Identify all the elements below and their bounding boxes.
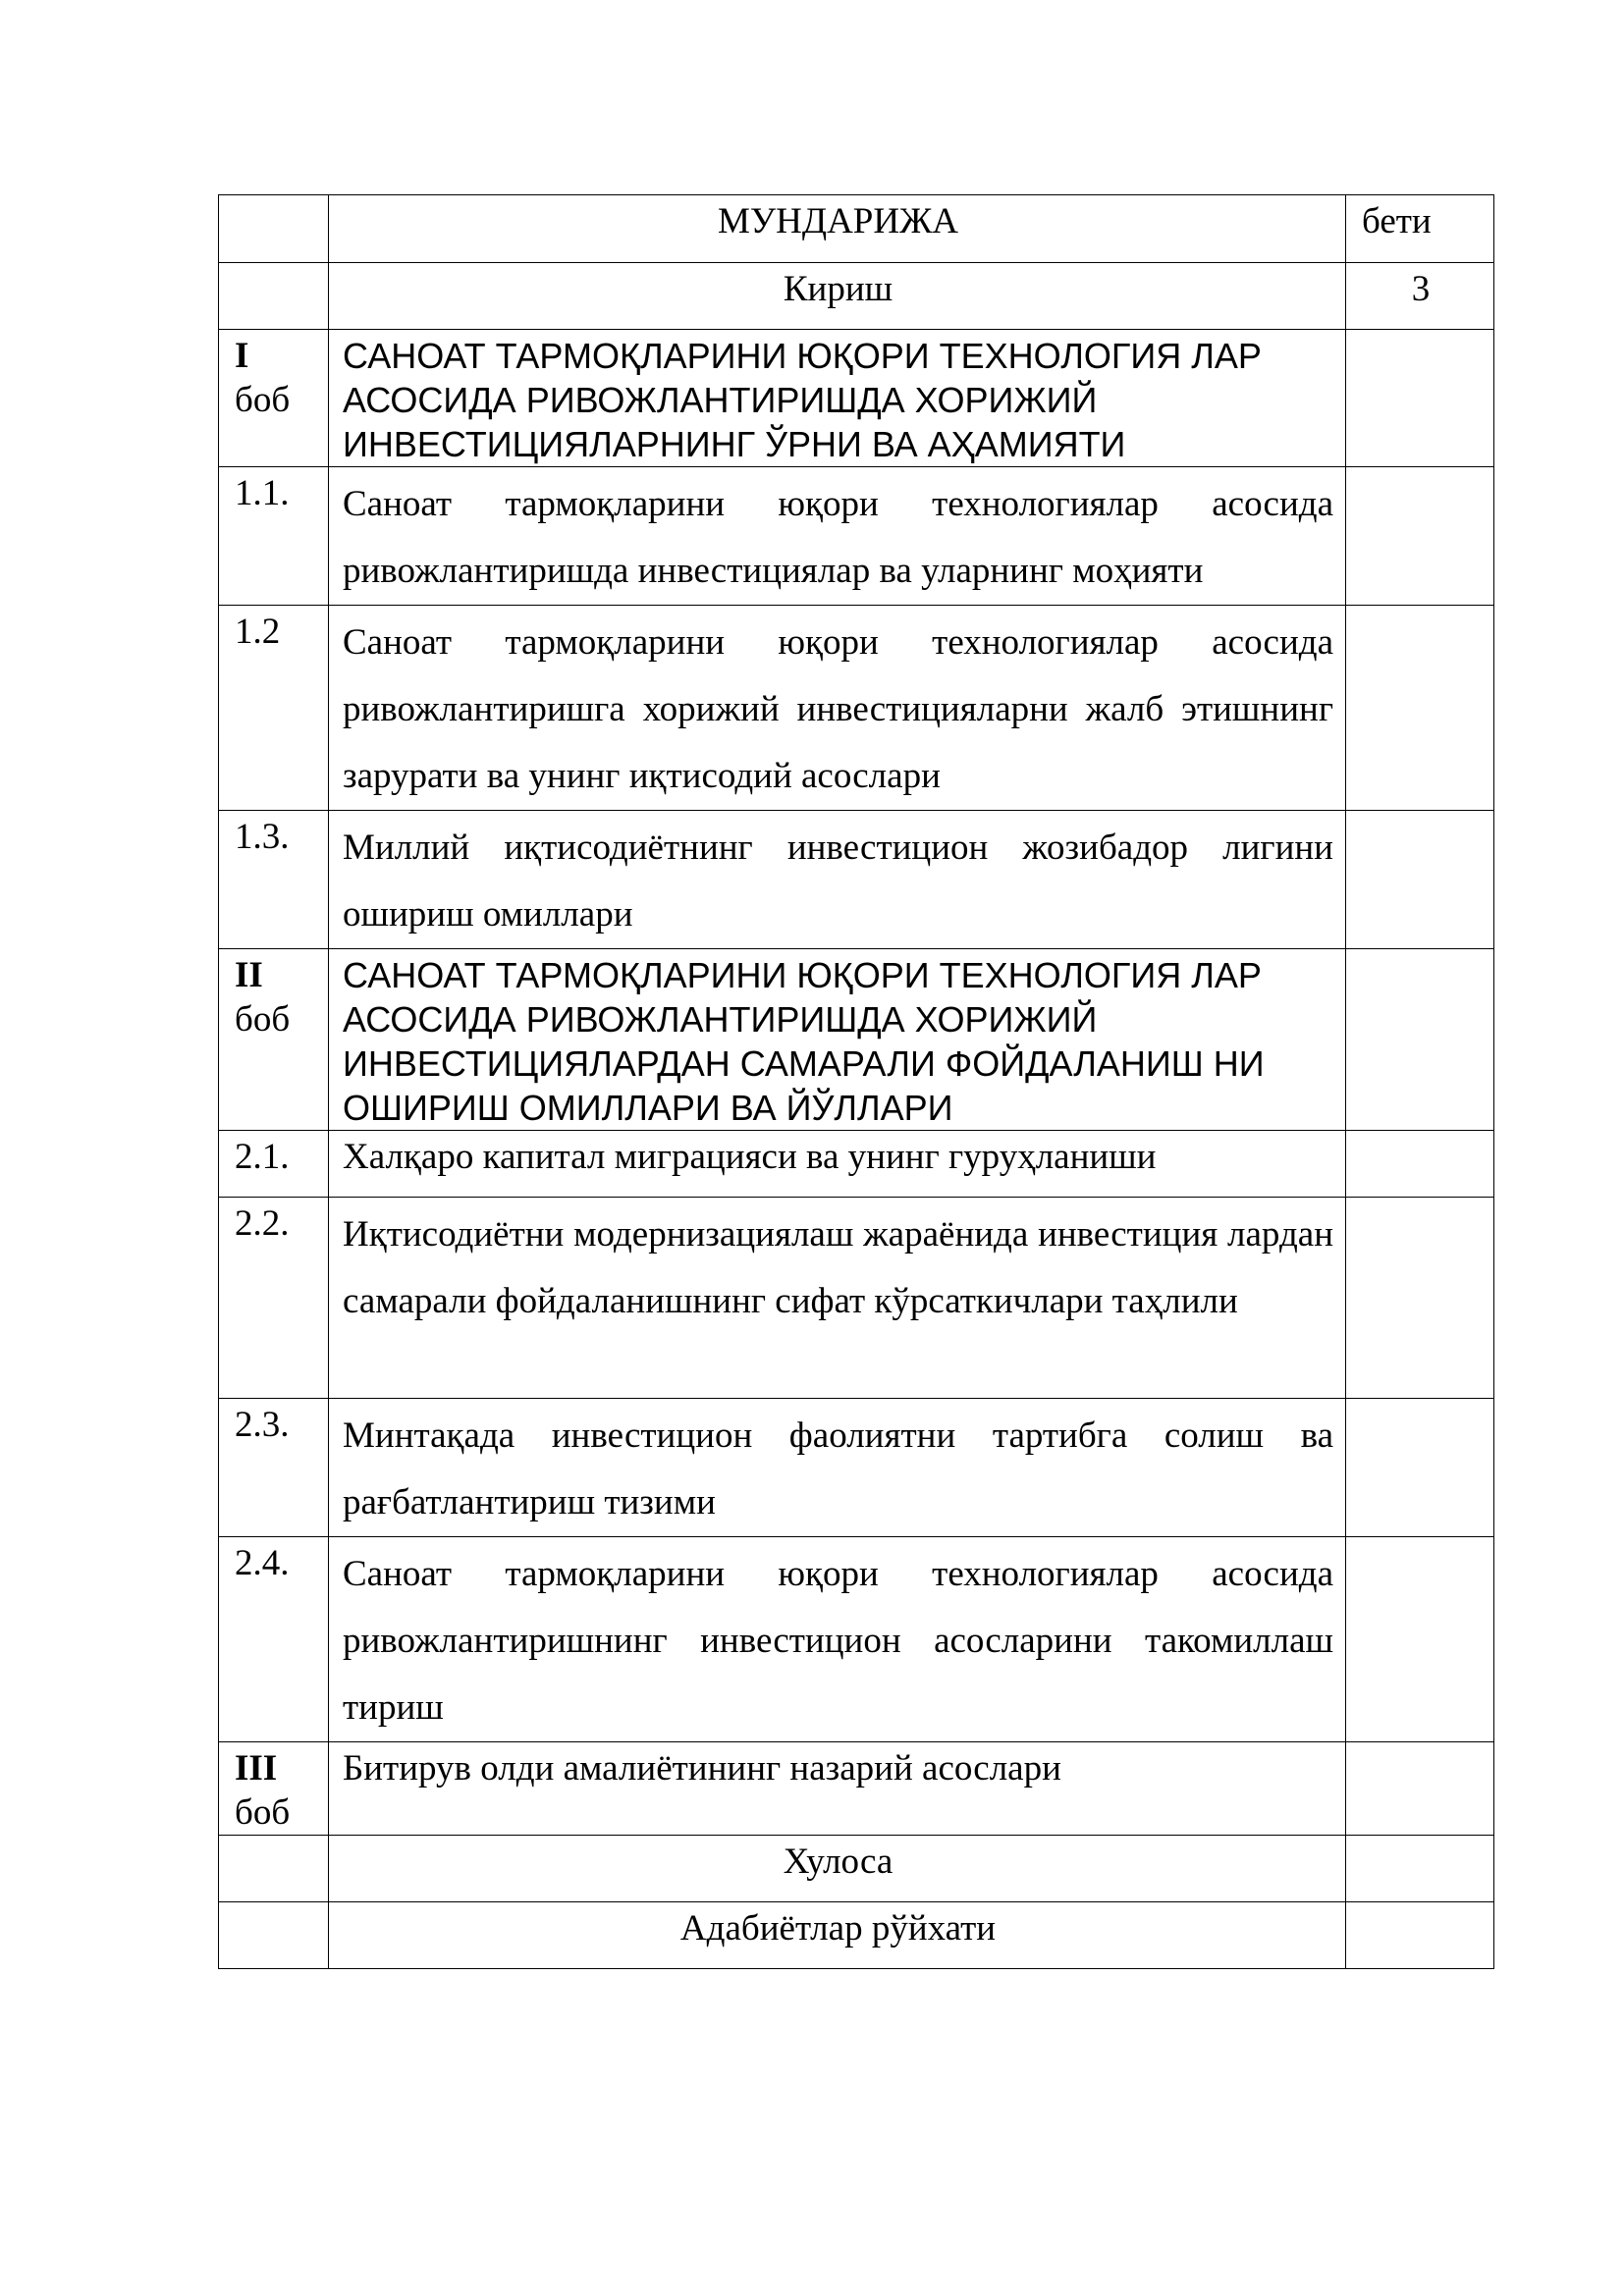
toc-header-row xyxy=(219,195,1494,263)
toc-entry-page xyxy=(1346,1902,1494,1969)
toc-entry-page xyxy=(1346,949,1494,1131)
toc-entry-title: Битирув олди амалиётининг назарий асослари xyxy=(329,1742,1346,1836)
toc-num-cell xyxy=(219,949,329,1131)
toc-entry-number: 1.1. xyxy=(219,467,329,606)
toc-num-cell xyxy=(219,1742,329,1836)
table-row xyxy=(219,467,1494,606)
toc-entry-number: 2.1. xyxy=(219,1131,329,1198)
toc-entry-title: САНОАТ ТАРМОҚЛАРИНИ ЮҚОРИ ТЕХНОЛОГИЯ ЛАР АСОСИДА РИВОЖЛАНТИРИШДА ХОРИЖИЙ ИНВЕСТИЦИЯЛАРНИНГ ЎРНИ ВА АҲАМИЯТИ xyxy=(329,330,1346,467)
table-row xyxy=(219,1537,1494,1742)
toc-entry-title: Саноат тармоқларини юқори технологиялар асосида ривожлантиришнинг инвестицион асосларини такомиллаш тириш xyxy=(329,1537,1346,1742)
table-row xyxy=(219,263,1494,330)
toc-entry-page xyxy=(1346,1742,1494,1836)
toc-num-cell xyxy=(219,1902,329,1969)
toc-entry-number: 2.4. xyxy=(219,1537,329,1742)
toc-entry-page xyxy=(1346,811,1494,949)
table-row xyxy=(219,1742,1494,1836)
table-row xyxy=(219,1198,1494,1399)
toc-entry-title: Кириш xyxy=(329,263,1346,330)
toc-num-cell xyxy=(219,195,329,263)
toc-entry-title: Миллий иқтисодиётнинг инвестицион жозибадор лигини ошириш омиллари xyxy=(329,811,1346,949)
chapter-number: I xyxy=(235,336,249,376)
table-row xyxy=(219,330,1494,467)
table-row xyxy=(219,1131,1494,1198)
toc-entry-title: Минтақада инвестицион фаолиятни тартибга солиш ва рағбатлантириш тизими xyxy=(329,1399,1346,1537)
chapter-number: III xyxy=(235,1748,278,1789)
toc-num-cell xyxy=(219,330,329,467)
toc-entry-title: Иқтисодиётни модернизациялаш жараёнида инвестиция лардан самарали фойдаланишнинг сифат кўрсаткичлари таҳлили xyxy=(329,1198,1346,1399)
toc-title: МУНДАРИЖА xyxy=(329,195,1346,263)
toc-entry-page xyxy=(1346,1198,1494,1399)
table-of-contents xyxy=(218,194,1494,1969)
table-row xyxy=(219,949,1494,1131)
toc-entry-page: 3 xyxy=(1346,263,1494,330)
toc-entry-number: 2.2. xyxy=(219,1198,329,1399)
chapter-label: боб xyxy=(235,999,291,1040)
table-row xyxy=(219,811,1494,949)
toc-entry-page xyxy=(1346,467,1494,606)
toc-page-label: бети xyxy=(1346,195,1494,263)
toc-entry-title: Саноат тармоқларини юқори технологиялар асосида ривожлантиришда инвестициялар ва уларнинг моҳияти xyxy=(329,467,1346,606)
toc-entry-page xyxy=(1346,1131,1494,1198)
table-row xyxy=(219,606,1494,811)
toc-entry-title: Хулоса xyxy=(329,1836,1346,1902)
toc-entry-page xyxy=(1346,1399,1494,1537)
chapter-label: боб xyxy=(235,380,291,420)
toc-entry-title: Адабиётлар рўйхати xyxy=(329,1902,1346,1969)
toc-num-cell xyxy=(219,1836,329,1902)
toc-entry-number: 1.2 xyxy=(219,606,329,811)
toc-entry-title: Халқаро капитал миграцияси ва унинг гуруҳланиши xyxy=(329,1131,1346,1198)
toc-entry-page xyxy=(1346,1836,1494,1902)
toc-entry-title: Саноат тармоқларини юқори технологиялар асосида ривожлантиришга хорижий инвестицияларни жалб этишнинг зарурати ва унинг иқтисодий асослари xyxy=(329,606,1346,811)
toc-entry-number: 1.3. xyxy=(219,811,329,949)
toc-entry-page xyxy=(1346,1537,1494,1742)
toc-entry-page xyxy=(1346,330,1494,467)
chapter-number: II xyxy=(235,955,263,995)
toc-entry-number: 2.3. xyxy=(219,1399,329,1537)
table-row xyxy=(219,1399,1494,1537)
table-row xyxy=(219,1836,1494,1902)
chapter-label: боб xyxy=(235,1792,291,1833)
toc-num-cell xyxy=(219,263,329,330)
toc-entry-page xyxy=(1346,606,1494,811)
toc-entry-title: САНОАТ ТАРМОҚЛАРИНИ ЮҚОРИ ТЕХНОЛОГИЯ ЛАР АСОСИДА РИВОЖЛАНТИРИШДА ХОРИЖИЙ ИНВЕСТИЦИЯЛАРДАН САМАРАЛИ ФОЙДАЛАНИШ НИ ОШИРИШ ОМИЛЛАРИ ВА ЙЎЛЛАРИ xyxy=(329,949,1346,1131)
table-row xyxy=(219,1902,1494,1969)
